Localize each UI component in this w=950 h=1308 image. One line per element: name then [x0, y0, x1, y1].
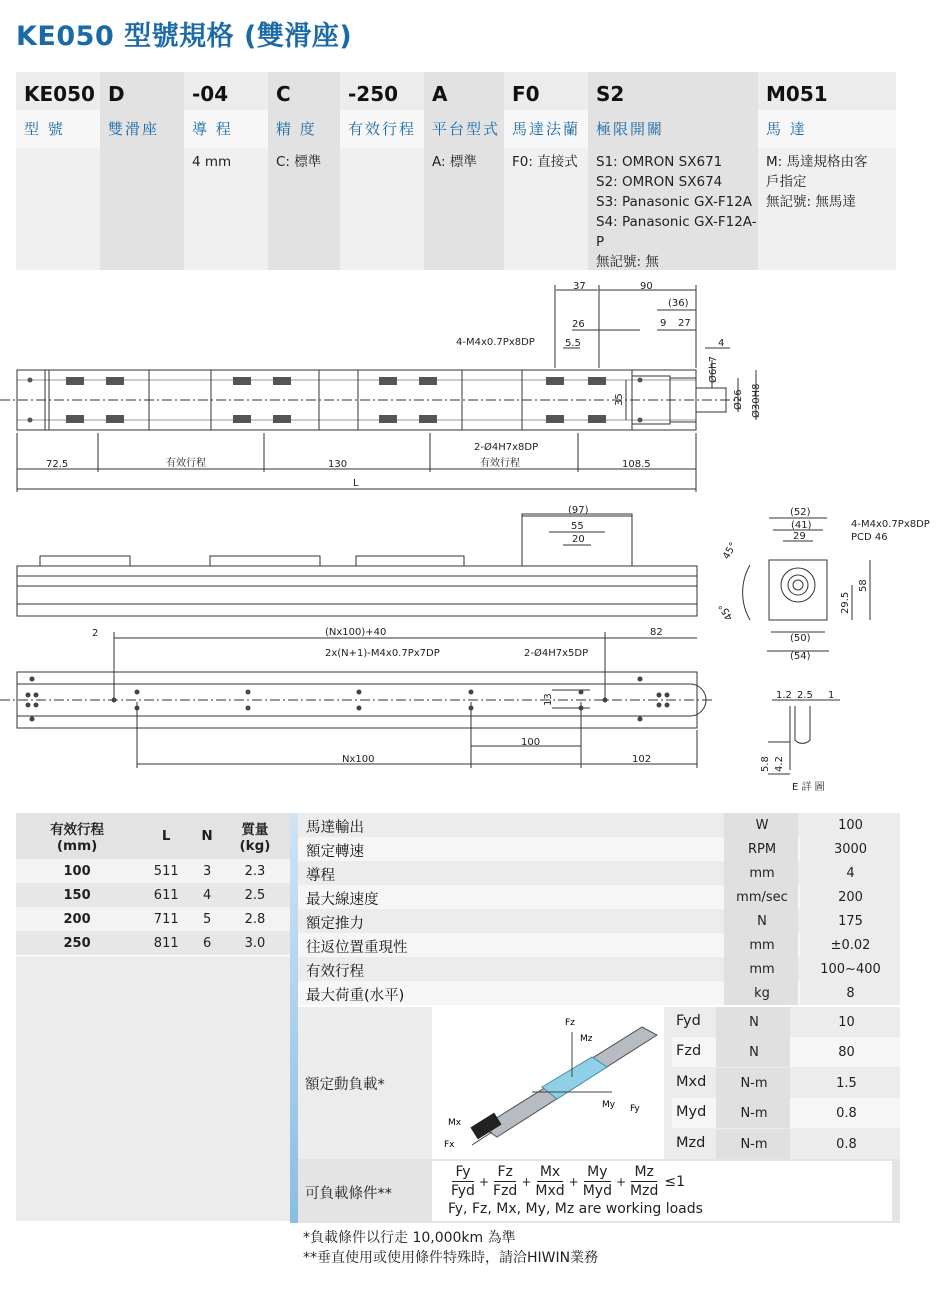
- dynamic-load-row: [672, 1098, 900, 1128]
- performance-label: 導程: [306, 868, 335, 884]
- dynamic-load-label: 額定動負載*: [305, 1077, 385, 1093]
- formula-plus: +: [615, 1175, 627, 1189]
- formula-fraction: [630, 1164, 658, 1200]
- table-row: [16, 883, 290, 907]
- spec-column: [758, 72, 894, 270]
- spec-code: A: [432, 82, 448, 106]
- axis-mz: Mz: [580, 1034, 593, 1044]
- performance-unit: N: [757, 914, 767, 929]
- performance-value: 175: [838, 914, 863, 929]
- dim-4-2: 4.2: [774, 756, 785, 772]
- dim-9: 9: [660, 318, 667, 329]
- performance-row: [298, 981, 900, 1005]
- performance-value: 4: [846, 866, 855, 881]
- spec-label: 馬達法蘭: [512, 120, 581, 138]
- load-symbol: Mxd: [676, 1073, 707, 1090]
- spec-label: 雙滑座: [108, 120, 160, 138]
- formula-fraction: [493, 1164, 517, 1200]
- load-condition-note: Fy, Fz, Mx, My, Mz are working loads: [448, 1201, 703, 1217]
- dim-26: 26: [572, 319, 585, 330]
- spec-description: S1: OMRON SX671 S2: OMRON SX674 S3: Panasonic GX-F12A S4: Panasonic GX-F12A-P 無記號: 無: [596, 154, 757, 270]
- performance-label: 最大線速度: [306, 892, 379, 908]
- performance-table: [290, 813, 900, 1223]
- angle-45-bottom: 45°: [717, 601, 736, 622]
- dim-102: 102: [632, 754, 652, 765]
- table-row: [16, 931, 290, 955]
- formula-plus: +: [478, 1175, 490, 1189]
- spec-column: [16, 72, 100, 270]
- table-cell: 2.8: [220, 907, 290, 931]
- performance-unit: kg: [754, 986, 770, 1001]
- dim-30dia: Ø30H8: [751, 383, 762, 418]
- performance-row: [298, 813, 900, 837]
- table-cell: 150: [16, 883, 138, 907]
- dim-130: 130: [328, 459, 348, 470]
- fraction-numerator: Fy: [452, 1164, 473, 1182]
- performance-row: [298, 933, 900, 957]
- top-thread-callout: 4-M4x0.7Px8DP: [456, 337, 535, 348]
- spec-description: A: 標準: [432, 154, 477, 170]
- load-unit: N: [749, 1015, 759, 1030]
- formula-rhs: ≤1: [664, 1174, 685, 1190]
- model-code-table: [16, 72, 896, 270]
- page-title: KE050 型號規格 (雙滑座): [16, 21, 353, 52]
- load-symbol: Myd: [676, 1104, 707, 1121]
- stroke-label-right: 有效行程: [480, 458, 520, 469]
- spec-code: M051: [766, 82, 828, 106]
- stroke-label-left: 有效行程: [166, 458, 206, 469]
- dim-1-2: 1.2: [776, 690, 792, 701]
- fraction-numerator: Mx: [537, 1164, 563, 1182]
- dim-13: 13: [543, 693, 554, 706]
- table-cell: 100: [16, 859, 138, 883]
- dim-5-5: 5.5: [565, 338, 581, 349]
- formula-fraction: [535, 1164, 564, 1200]
- axis-my: My: [602, 1100, 616, 1110]
- dim-nx100-40: (Nx100)+40: [325, 627, 387, 638]
- detail-e-label: E 詳 圖: [792, 782, 825, 793]
- spec-column: [424, 72, 504, 270]
- dynamic-load-row: [672, 1129, 900, 1159]
- spec-label: 馬 達: [766, 120, 807, 138]
- load-value: 0.8: [836, 1136, 857, 1152]
- spec-label: 極限開關: [596, 120, 665, 138]
- dim-5-8: 5.8: [760, 756, 771, 772]
- dim-27: 27: [678, 318, 691, 329]
- top-pin-callout: 2-Ø4H7x8DP: [474, 442, 539, 453]
- performance-unit: W: [755, 818, 769, 833]
- performance-label: 額定推力: [306, 916, 364, 932]
- table-cell: 6: [194, 931, 220, 955]
- dim-90: 90: [640, 281, 653, 292]
- dim-54: (54): [790, 651, 811, 662]
- dim-97: (97): [568, 505, 589, 516]
- load-symbol: Fyd: [676, 1013, 701, 1029]
- performance-value: ±0.02: [830, 938, 871, 953]
- performance-unit: mm/sec: [736, 890, 788, 905]
- dim-52: (52): [790, 507, 811, 518]
- detail-e-profile: [790, 706, 810, 770]
- stroke-table-header: N: [194, 813, 220, 859]
- table-cell: 2.3: [220, 859, 290, 883]
- dynamic-load-row: [672, 1007, 900, 1037]
- spec-description: F0: 直接式: [512, 154, 578, 170]
- table-cell: 711: [138, 907, 194, 931]
- dim-37: 37: [573, 281, 586, 292]
- dim-29: 29: [793, 531, 806, 542]
- bottom-thread-callout: 2x(N+1)-M4x0.7Px7DP: [325, 648, 440, 659]
- spec-column: [184, 72, 268, 270]
- table-cell: 200: [16, 907, 138, 931]
- fraction-denominator: Myd: [582, 1183, 612, 1199]
- table-cell: 3.0: [220, 931, 290, 955]
- axis-mx: Mx: [448, 1118, 462, 1128]
- performance-unit: RPM: [747, 842, 777, 857]
- performance-value: 100: [838, 818, 863, 833]
- formula-plus: +: [568, 1175, 579, 1189]
- performance-value: 3000: [833, 842, 868, 857]
- spec-code: F0: [512, 82, 540, 106]
- load-value: 1.5: [836, 1075, 857, 1091]
- performance-row: [298, 909, 900, 933]
- table-row: [16, 859, 290, 883]
- load-symbol: Fzd: [676, 1043, 702, 1060]
- dim-50: (50): [790, 633, 811, 644]
- pcd-callout: PCD 46: [851, 532, 888, 543]
- performance-row: [298, 861, 900, 885]
- load-value: 0.8: [836, 1106, 857, 1122]
- fraction-numerator: Fz: [494, 1164, 515, 1182]
- stroke-table-header: L: [138, 813, 194, 859]
- performance-row: [298, 885, 900, 909]
- performance-label: 最大荷重(水平): [306, 988, 405, 1004]
- performance-value: 200: [838, 890, 863, 905]
- spec-description: 4 mm: [192, 154, 232, 170]
- spec-column: [340, 72, 424, 270]
- formula-fraction: [451, 1164, 475, 1200]
- formula-plus: +: [521, 1175, 532, 1189]
- spec-code: S2: [596, 82, 625, 106]
- performance-label: 馬達輸出: [306, 820, 364, 836]
- load-unit: N: [749, 1045, 759, 1061]
- fraction-denominator: Mxd: [535, 1183, 565, 1199]
- table-cell: 250: [16, 931, 138, 955]
- stroke-table-filler: [16, 956, 290, 1221]
- spec-code: -04: [192, 82, 229, 106]
- dim-20: 20: [572, 534, 585, 545]
- dim-35: 35: [614, 393, 625, 406]
- spec-description: M: 馬達規格由客 戶指定 無記號: 無馬達: [766, 154, 868, 210]
- stroke-table-header: 質量 (kg): [220, 813, 290, 859]
- spec-label: 有效行程: [348, 120, 417, 138]
- performance-row: [298, 957, 900, 981]
- spec-column: [268, 72, 340, 270]
- dim-nx100: Nx100: [342, 754, 375, 765]
- end-thread-callout: 4-M4x0.7Px8DP: [851, 519, 930, 530]
- dim-2-5: 2.5: [797, 690, 813, 701]
- footnote-1: *負載條件以行走 10,000km 為準: [303, 1230, 516, 1246]
- table-cell: 511: [138, 859, 194, 883]
- bottom-pin-callout: 2-Ø4H7x5DP: [524, 648, 589, 659]
- table-cell: 5: [194, 907, 220, 931]
- performance-value: 8: [846, 986, 855, 1001]
- accent-bar: [290, 813, 298, 1223]
- dim-100: 100: [521, 737, 541, 748]
- performance-unit: mm: [749, 962, 775, 977]
- dim-58: 58: [858, 579, 869, 592]
- dim-36: (36): [668, 298, 689, 309]
- performance-label: 有效行程: [306, 964, 364, 980]
- performance-row: [298, 837, 900, 861]
- fraction-denominator: Fyd: [451, 1183, 475, 1199]
- load-diagram: [432, 1007, 664, 1159]
- spec-code: KE050: [24, 82, 95, 106]
- dim-72-5: 72.5: [46, 459, 69, 470]
- spec-column: [100, 72, 184, 270]
- spec-description: C: 標準: [276, 154, 322, 170]
- load-unit: N-m: [740, 1136, 768, 1152]
- spec-label: 平台型式: [432, 120, 501, 138]
- spec-code: C: [276, 82, 291, 106]
- dim-1: 1: [828, 690, 835, 701]
- spec-code: D: [108, 82, 125, 106]
- dim-shaft: Ø6h7: [708, 356, 719, 383]
- load-unit: N-m: [740, 1106, 768, 1122]
- table-cell: 611: [138, 883, 194, 907]
- formula-fraction: [583, 1164, 612, 1200]
- table-cell: 4: [194, 883, 220, 907]
- dim-29-5: 29.5: [840, 591, 851, 614]
- load-condition-label: 可負載條件**: [305, 1186, 392, 1202]
- spec-column: [504, 72, 588, 270]
- fraction-denominator: Mzd: [630, 1183, 659, 1199]
- performance-value: 100~400: [820, 962, 881, 977]
- spec-label: 精 度: [276, 120, 317, 138]
- dim-82: 82: [650, 627, 663, 638]
- table-cell: 2.5: [220, 883, 290, 907]
- spec-label: 型 號: [24, 120, 65, 138]
- footnote-2: **垂直使用或使用條件特殊時，請洽HIWIN業務: [303, 1250, 599, 1266]
- dynamic-load-row: [672, 1037, 900, 1067]
- performance-label: 往返位置重現性: [306, 940, 408, 956]
- dim-2: 2: [92, 628, 99, 639]
- axis-fz: Fz: [565, 1018, 575, 1028]
- table-cell: 3: [194, 859, 220, 883]
- dim-4: 4: [718, 338, 725, 349]
- dim-55: 55: [571, 521, 584, 532]
- load-symbol: Mzd: [676, 1134, 706, 1151]
- performance-unit: mm: [749, 938, 775, 953]
- stroke-table-header: 有效行程 (mm): [16, 813, 138, 859]
- axis-fy: Fy: [630, 1104, 640, 1114]
- dim-108-5: 108.5: [622, 459, 651, 470]
- fraction-numerator: My: [584, 1164, 610, 1182]
- footnotes: [303, 1228, 598, 1268]
- angle-45-top: 45°: [721, 540, 740, 562]
- dynamic-load-row: [672, 1068, 900, 1098]
- dimension-drawings: [0, 276, 950, 806]
- stroke-table: [16, 813, 290, 955]
- performance-label: 額定轉速: [306, 844, 364, 860]
- load-unit: N-m: [740, 1075, 768, 1091]
- fraction-numerator: Mz: [631, 1164, 656, 1182]
- table-cell: 811: [138, 931, 194, 955]
- spec-column: [588, 72, 758, 270]
- axis-fx: Fx: [444, 1140, 455, 1150]
- spec-code: -250: [348, 82, 399, 106]
- side-view-body: [17, 566, 697, 616]
- load-condition-formula: [432, 1161, 892, 1221]
- dim-L: L: [353, 478, 359, 489]
- fraction-denominator: Fzd: [493, 1183, 518, 1199]
- spec-label: 導 程: [192, 120, 233, 138]
- load-value: 10: [838, 1015, 855, 1030]
- table-row: [16, 907, 290, 931]
- dim-41: (41): [791, 520, 812, 531]
- dim-26dia: Ø26: [733, 389, 744, 410]
- performance-unit: mm: [749, 866, 775, 881]
- load-value: 80: [838, 1045, 855, 1061]
